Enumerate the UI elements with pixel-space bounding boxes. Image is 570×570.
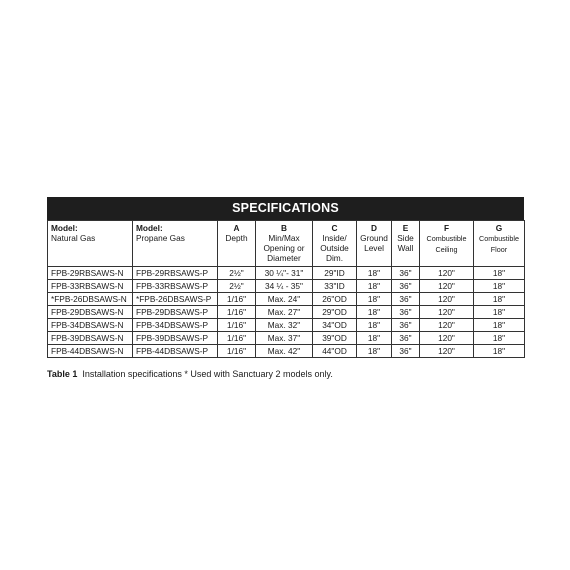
- table-body: [48, 267, 525, 358]
- cell-opening: 34 ¼ - 35": [256, 280, 313, 293]
- col-header-e-side-wall: E Side Wall: [392, 221, 420, 267]
- cell-combustible-ceiling: 120": [420, 306, 474, 319]
- caption-label: Table 1: [47, 369, 78, 379]
- cell-dimension: 29"OD: [313, 306, 357, 319]
- cell-dimension: 44"OD: [313, 345, 357, 358]
- specifications-table: [47, 220, 525, 358]
- table-caption: [47, 369, 333, 379]
- cell-depth: 1/16": [218, 319, 256, 332]
- table-row: [48, 306, 525, 319]
- cell-combustible-floor: 18": [474, 319, 525, 332]
- cell-side-wall: 36": [392, 319, 420, 332]
- cell-side-wall: 36": [392, 280, 420, 293]
- table-row: [48, 319, 525, 332]
- cell-side-wall: 36": [392, 332, 420, 345]
- cell-propane-gas-model: FPB-44DBSAWS-P: [133, 345, 218, 358]
- cell-combustible-floor: 18": [474, 280, 525, 293]
- cell-dimension: 29"ID: [313, 267, 357, 280]
- cell-natural-gas-model: FPB-39DBSAWS-N: [48, 332, 133, 345]
- cell-propane-gas-model: FPB-33RBSAWS-P: [133, 280, 218, 293]
- cell-combustible-ceiling: 120": [420, 267, 474, 280]
- table-row: [48, 345, 525, 358]
- cell-combustible-ceiling: 120": [420, 345, 474, 358]
- cell-combustible-ceiling: 120": [420, 319, 474, 332]
- table-row: [48, 293, 525, 306]
- cell-depth: 2½": [218, 280, 256, 293]
- cell-propane-gas-model: FPB-34DBSAWS-P: [133, 319, 218, 332]
- cell-opening: Max. 32": [256, 319, 313, 332]
- cell-depth: 1/16": [218, 332, 256, 345]
- cell-natural-gas-model: *FPB-26DBSAWS-N: [48, 293, 133, 306]
- cell-combustible-floor: 18": [474, 293, 525, 306]
- cell-opening: Max. 24": [256, 293, 313, 306]
- cell-ground-level: 18": [357, 280, 392, 293]
- cell-natural-gas-model: FPB-44DBSAWS-N: [48, 345, 133, 358]
- cell-natural-gas-model: FPB-29DBSAWS-N: [48, 306, 133, 319]
- col-header-b-opening: B Min/Max Opening or Diameter: [256, 221, 313, 267]
- cell-depth: 1/16": [218, 293, 256, 306]
- cell-combustible-floor: 18": [474, 306, 525, 319]
- cell-combustible-ceiling: 120": [420, 332, 474, 345]
- col-header-c-dim: C Inside/ Outside Dim.: [313, 221, 357, 267]
- cell-propane-gas-model: *FPB-26DBSAWS-P: [133, 293, 218, 306]
- cell-dimension: 39"OD: [313, 332, 357, 345]
- cell-side-wall: 36": [392, 267, 420, 280]
- cell-opening: Max. 37": [256, 332, 313, 345]
- col-header-f-ceiling: F Combustible Ceiling: [420, 221, 474, 267]
- specifications-block: [47, 197, 524, 358]
- cell-ground-level: 18": [357, 267, 392, 280]
- cell-ground-level: 18": [357, 345, 392, 358]
- cell-opening: Max. 27": [256, 306, 313, 319]
- cell-propane-gas-model: FPB-29RBSAWS-P: [133, 267, 218, 280]
- cell-dimension: 33"ID: [313, 280, 357, 293]
- cell-opening: 30 ¼"- 31": [256, 267, 313, 280]
- col-header-propane-gas: Model: Propane Gas: [133, 221, 218, 267]
- cell-propane-gas-model: FPB-29DBSAWS-P: [133, 306, 218, 319]
- cell-side-wall: 36": [392, 293, 420, 306]
- cell-combustible-ceiling: 120": [420, 293, 474, 306]
- col-header-a-depth: A Depth: [218, 221, 256, 267]
- cell-combustible-ceiling: 120": [420, 280, 474, 293]
- cell-natural-gas-model: FPB-29RBSAWS-N: [48, 267, 133, 280]
- cell-ground-level: 18": [357, 306, 392, 319]
- cell-dimension: 26"OD: [313, 293, 357, 306]
- cell-side-wall: 36": [392, 306, 420, 319]
- cell-propane-gas-model: FPB-39DBSAWS-P: [133, 332, 218, 345]
- table-row: [48, 267, 525, 280]
- cell-depth: 1/16": [218, 306, 256, 319]
- cell-ground-level: 18": [357, 293, 392, 306]
- cell-dimension: 34"OD: [313, 319, 357, 332]
- table-row: [48, 280, 525, 293]
- cell-ground-level: 18": [357, 319, 392, 332]
- col-header-g-floor: G Combustible Floor: [474, 221, 525, 267]
- cell-combustible-floor: 18": [474, 267, 525, 280]
- header-row: [48, 221, 525, 267]
- cell-natural-gas-model: FPB-33RBSAWS-N: [48, 280, 133, 293]
- col-header-d-ground-level: D Ground Level: [357, 221, 392, 267]
- cell-ground-level: 18": [357, 332, 392, 345]
- cell-depth: 1/16": [218, 345, 256, 358]
- cell-combustible-floor: 18": [474, 345, 525, 358]
- cell-depth: 2½": [218, 267, 256, 280]
- specifications-title: SPECIFICATIONS: [47, 197, 524, 220]
- cell-natural-gas-model: FPB-34DBSAWS-N: [48, 319, 133, 332]
- cell-combustible-floor: 18": [474, 332, 525, 345]
- caption-text: Installation specifications * Used with Sanctuary 2 models only.: [82, 369, 333, 379]
- cell-opening: Max. 42": [256, 345, 313, 358]
- col-header-natural-gas: Model: Natural Gas: [48, 221, 133, 267]
- table-row: [48, 332, 525, 345]
- cell-side-wall: 36": [392, 345, 420, 358]
